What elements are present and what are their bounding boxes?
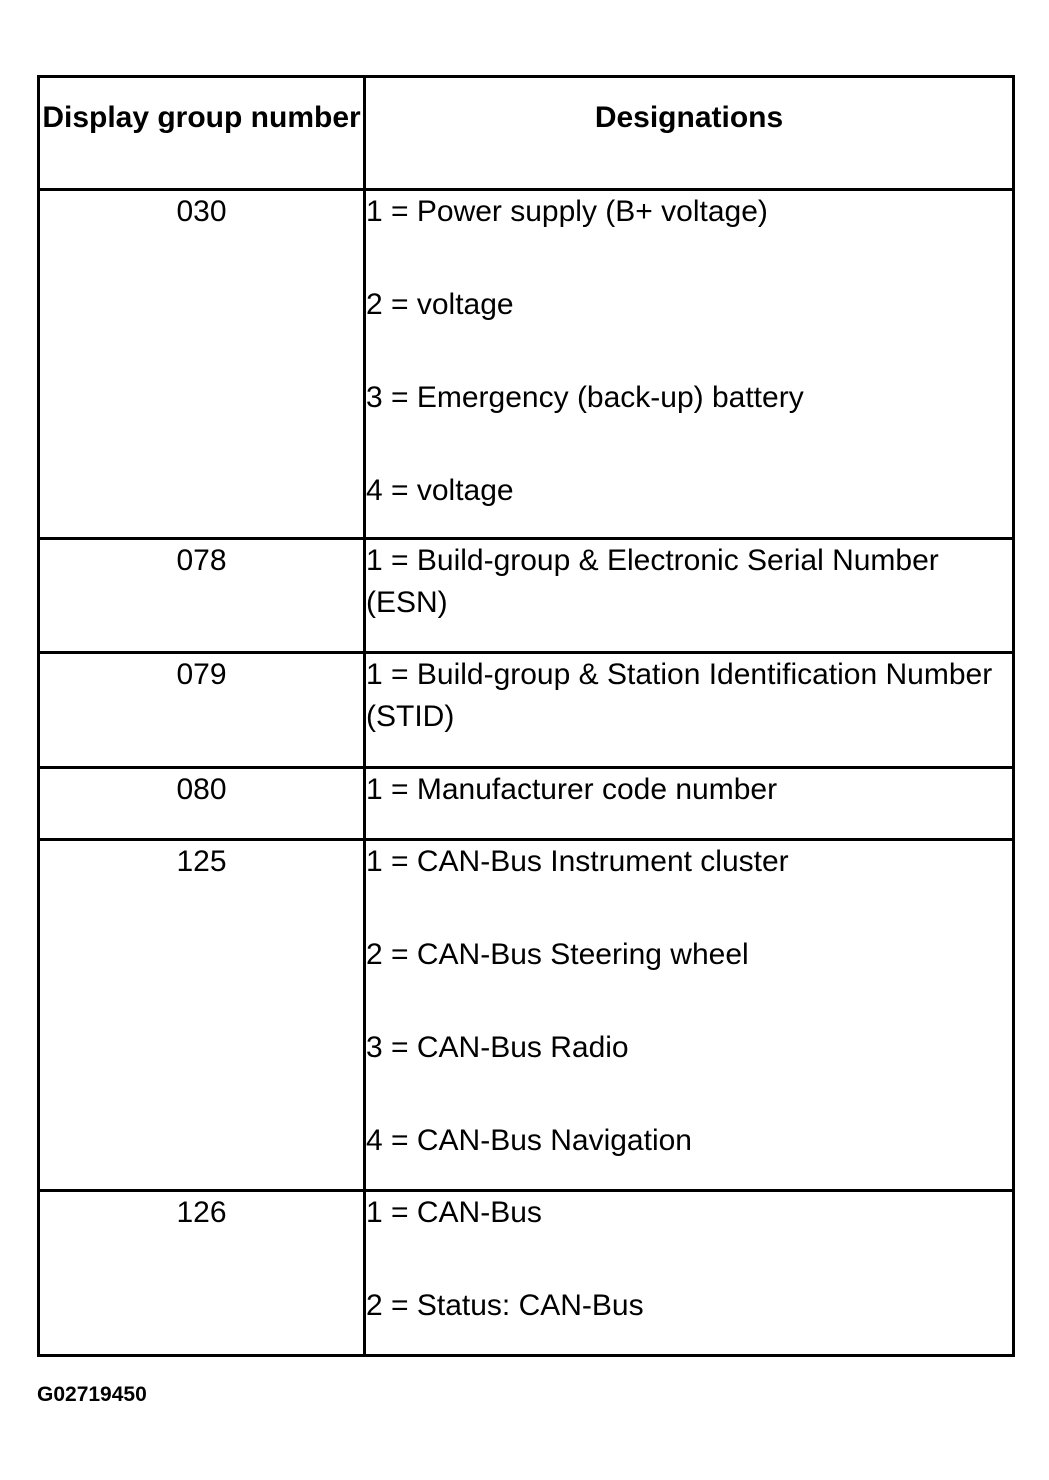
designation-item: 3 = CAN-Bus Radio [366, 1031, 629, 1064]
header-designations: Designations [365, 77, 1014, 190]
designation-item: 1 = Build-group & Station Identification Number (STID) [366, 658, 993, 733]
designation-item: 2 = voltage [366, 288, 514, 321]
table-row [39, 1191, 1014, 1356]
table-row [39, 190, 1014, 539]
designation-item: 1 = Manufacturer code number [366, 773, 778, 806]
designation-item: 2 = Status: CAN-Bus [366, 1289, 644, 1322]
table-row [39, 539, 1014, 653]
table-header-row [39, 77, 1014, 190]
designations-cell [365, 539, 1014, 653]
designation-item: 1 = CAN-Bus Instrument cluster [366, 845, 789, 878]
table-row [39, 840, 1014, 1191]
designations-cell [365, 768, 1014, 840]
designation-item: 1 = CAN-Bus [366, 1196, 542, 1229]
designations-cell [365, 190, 1014, 539]
group-number: 125 [39, 840, 365, 1191]
designation-item: 1 = Power supply (B+ voltage) [366, 195, 768, 228]
designation-item: 3 = Emergency (back-up) battery [366, 381, 804, 414]
figure-id: G02719450 [37, 1383, 147, 1406]
display-group-table [37, 75, 1015, 1357]
designations-cell [365, 653, 1014, 768]
designation-item: 2 = CAN-Bus Steering wheel [366, 938, 749, 971]
table-row [39, 768, 1014, 840]
group-number: 126 [39, 1191, 365, 1356]
group-number: 078 [39, 539, 365, 653]
designations-cell [365, 1191, 1014, 1356]
group-number: 030 [39, 190, 365, 539]
designations-cell [365, 840, 1014, 1191]
designation-item: 4 = CAN-Bus Navigation [366, 1124, 692, 1157]
header-display-group-number: Display group number [39, 77, 365, 190]
table-row [39, 653, 1014, 768]
group-number: 080 [39, 768, 365, 840]
group-number: 079 [39, 653, 365, 768]
designation-item: 4 = voltage [366, 474, 514, 507]
designation-item: 1 = Build-group & Electronic Serial Number (ESN) [366, 544, 939, 619]
